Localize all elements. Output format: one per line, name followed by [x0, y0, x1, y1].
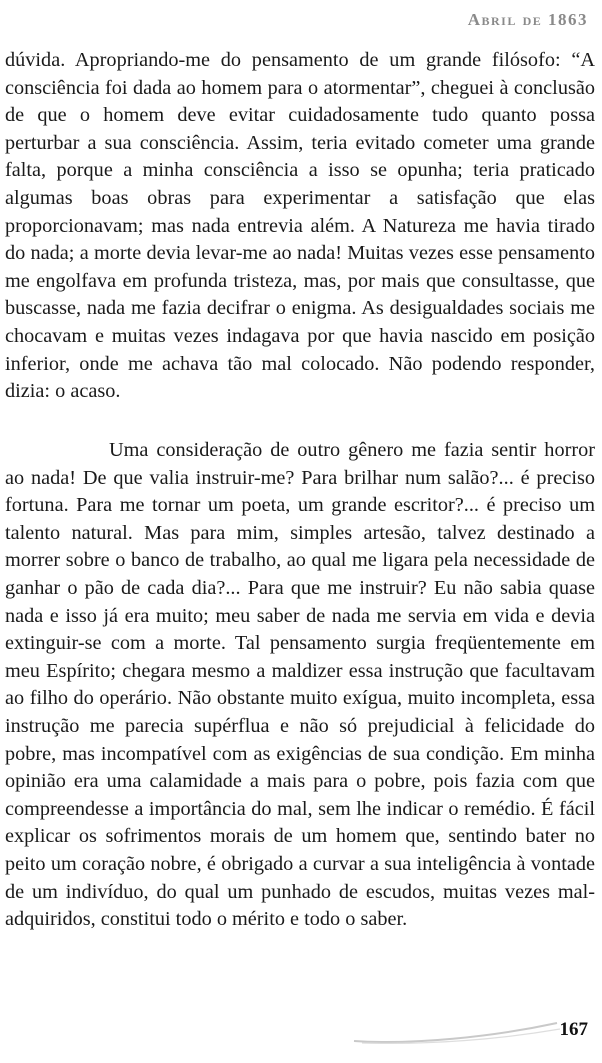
page-ornament-swash	[352, 1015, 562, 1045]
page-number: 167	[559, 1019, 588, 1040]
paragraph-2	[5, 437, 595, 934]
paragraph-1-text: dúvida. Apropriando-me do pensamento de um grande filósofo: “A consciência foi dada ao homem para o atormentar”, cheguei à conclusão de que o homem deve evitar cuidadosamente tudo quanto possa perturbar a sua consciência. Assim, teria evitado cometer uma grande falta, porque a minha consciência a isso se opunha; teria praticado algumas boas obras para experimentar a satisfação que elas proporcionavam; mas nada entrevia além. A Natureza me havia tirado do nada; a morte devia levar-me ao nada! Muitas vezes esse pensamento me engolfava em profunda tristeza, mas, por mais que consultasse, que buscasse, nada me fazia decifrar o enigma. As desigualdades sociais me chocavam e muitas vezes indagava por que havia nascido em posição inferior, onde me achava tão mal colocado. Não podendo responder, dizia: o acaso.	[5, 49, 595, 403]
running-header: Abril de 1863	[467, 10, 588, 29]
paragraph-2-text: Uma consideração de outro gênero me fazia sentir horror ao nada! De que valia instruir-me? Para brilhar num salão?... é preciso fortuna. Para me tornar um poeta, um grande escritor?... é preciso um talento natural. Mas para mim, simples artesão, talvez destinado a morrer sobre o banco de trabalho, ao qual me ligara pela necessidade de ganhar o pão de cada dia?... Para que me instruir? Eu não sabia quase nada e isso já era muito; meu saber de nada me servia em vida e devia extinguir-se com a morte. Tal pensamento surgia freqüentemente em meu Espírito; chegara mesmo a maldizer essa instrução que facultavam ao filho do operário. Não obstante muito exígua, muito incompleta, essa instrução me parecia supérflua e não só prejudicial à felicidade do pobre, mas incompatível com as exigências de sua condição. Em minha opinião era uma calamidade a mais para o pobre, pois fazia com que compreendesse a importância do mal, sem lhe indicar o remédio. É fácil explicar os sofrimentos morais de um homem que, sentindo bater no peito um coração nobre, é obrigado a curvar a sua inteligência à vontade de um indivíduo, do qual um punhado de escudos, muitas vezes mal-adquiridos, constitui todo o mérito e todo o saber.	[5, 439, 595, 931]
paragraph-1	[5, 47, 595, 406]
